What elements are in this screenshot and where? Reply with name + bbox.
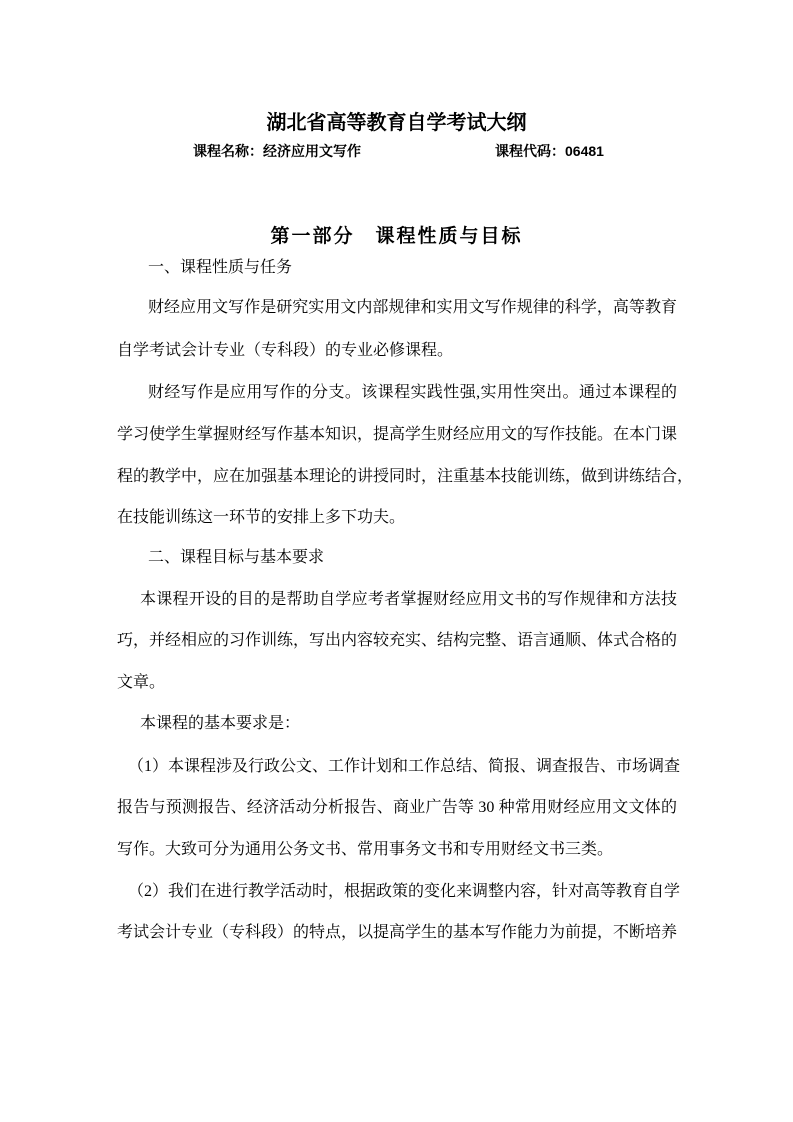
- paragraph-line: 财经应用文写作是研究实用文内部规律和实用文写作规律的科学，高等教育: [148, 299, 677, 316]
- list-item: 写作。大致可分为通用公务文书、常用事务文书和专用财经文书三类。: [117, 841, 614, 858]
- course-code: 课程代码：06481: [495, 143, 604, 159]
- list-item: （2）我们在进行教学活动时，根据政策的变化来调整内容，针对高等教育自学: [128, 883, 681, 900]
- paragraph-line: 财经写作是应用写作的分支。该课程实践性强,实用性突出。通过本课程的: [148, 384, 677, 401]
- list-item: 考试会计专业（专科段）的特点，以提高学生的基本写作能力为前提，不断培养: [117, 924, 678, 941]
- paragraph-line: 在技能训练这一环节的安排上多下功夫。: [117, 509, 406, 526]
- paragraph-line: 文章。: [117, 674, 166, 691]
- section-heading: 二、课程目标与基本要求: [148, 549, 325, 566]
- paragraph-line: 本课程开设的目的是帮助自学应考者掌握财经应用文书的写作规律和方法技: [140, 591, 677, 608]
- paragraph-line: 自学考试会计专业（专科段）的专业必修课程。: [117, 342, 454, 359]
- paragraph-line: 学习使学生掌握财经写作基本知识，提高学生财经应用文的写作技能。在本门课: [117, 426, 678, 443]
- list-item: （1）本课程涉及行政公文、工作计划和工作总结、简报、调查报告、市场调查: [128, 758, 681, 775]
- section-heading: 一、课程性质与任务: [148, 259, 293, 276]
- list-item: 报告与预测报告、经济活动分析报告、商业广告等 30 种常用财经应用文文体的: [117, 799, 677, 816]
- part-heading: 第一部分 课程性质与目标: [270, 226, 523, 247]
- paragraph-line: 本课程的基本要求是：: [140, 715, 301, 732]
- paragraph-line: 程的教学中，应在加强基本理论的讲授同时，注重基本技能训练，做到讲练结合，: [117, 468, 694, 485]
- paragraph-line: 巧，并经相应的习作训练，写出内容较充实、结构完整、语言通顺、体式合格的: [117, 632, 678, 649]
- document-title: 湖北省高等教育自学考试大纲: [266, 112, 527, 134]
- course-name: 课程名称：经济应用文写作: [193, 143, 361, 159]
